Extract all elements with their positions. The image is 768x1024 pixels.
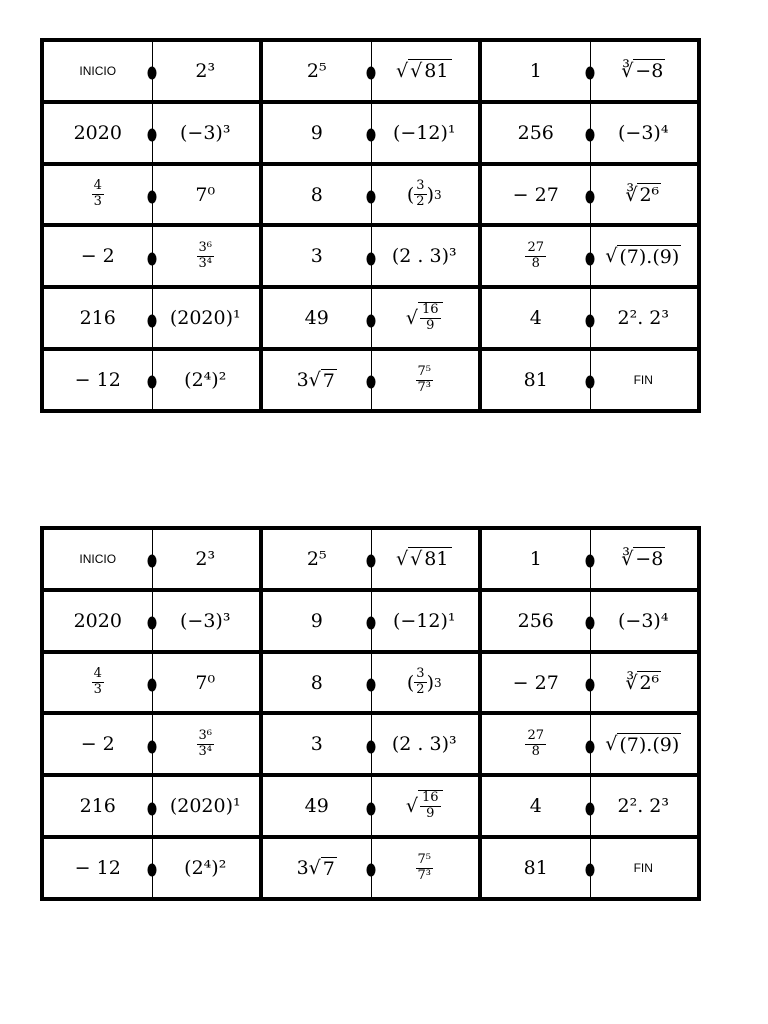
domino-card <box>261 528 480 590</box>
connector-dot <box>585 376 594 389</box>
connector-dot <box>147 678 156 691</box>
connector-dot <box>585 252 594 265</box>
domino-right-value: FIN <box>633 373 653 388</box>
domino-right-value: ( $\frac{3}{2}$ ) 3 <box>406 178 442 210</box>
domino-card <box>42 349 261 411</box>
domino-left-value: 2⁵ <box>306 547 327 570</box>
domino-right-value: 2³ <box>195 547 216 570</box>
domino-left-value: 3√ 7 <box>296 857 335 880</box>
domino-left-value: 1 <box>529 547 542 570</box>
connector-dot <box>366 555 375 568</box>
connector-dot <box>366 802 375 815</box>
domino-left-value: − 27 <box>512 671 559 694</box>
domino-card <box>42 164 261 226</box>
connector-dot <box>147 376 156 389</box>
domino-worksheet-top <box>40 38 701 413</box>
domino-card <box>42 713 261 775</box>
domino-card <box>261 287 480 349</box>
domino-right-value: $\frac{\text{7⁵}}{\text{7³}}$ <box>417 363 431 395</box>
domino-right-value: 7⁰ <box>195 183 216 206</box>
domino-right-value: (−12)¹ <box>392 609 456 632</box>
connector-dot <box>585 190 594 203</box>
domino-right-value: (2 . 3)³ <box>391 733 457 756</box>
connector-dot <box>366 67 375 80</box>
domino-left-value: 1 <box>529 59 542 82</box>
domino-card <box>261 164 480 226</box>
domino-left-value: 81 <box>523 369 548 392</box>
domino-card <box>480 713 699 775</box>
connector-dot <box>147 802 156 815</box>
connector-dot <box>147 190 156 203</box>
domino-card <box>480 40 699 102</box>
domino-right-value: √ $\frac{16}{9}$ <box>371 777 479 835</box>
domino-grid <box>42 40 699 411</box>
domino-right-value: 2³ <box>195 59 216 82</box>
domino-left-value: 3√ 7 <box>296 369 335 392</box>
domino-right-value: √ √ 81 <box>371 530 479 588</box>
domino-right-value: (−12)¹ <box>392 121 456 144</box>
connector-dot <box>147 252 156 265</box>
domino-card <box>480 775 699 837</box>
domino-right-value: $\frac{\text{7⁵}}{\text{7³}}$ <box>417 851 431 883</box>
domino-left-value: $\frac{4}{3}$ <box>93 666 102 698</box>
connector-dot <box>366 252 375 265</box>
domino-card <box>261 225 480 287</box>
domino-left-value: 81 <box>523 857 548 880</box>
domino-right-value: √ √ 81 <box>371 42 479 100</box>
domino-right-value: $\frac{\text{3⁶}}{\text{3⁴}}$ <box>198 727 212 759</box>
domino-right-value: (−3)³ <box>180 609 231 632</box>
domino-left-value: 8 <box>310 183 323 206</box>
connector-dot <box>366 314 375 327</box>
domino-left-value: $\frac{27}{8}$ <box>527 727 545 759</box>
domino-card <box>42 837 261 899</box>
domino-right-value: (2020)¹ <box>169 307 241 330</box>
domino-card <box>480 164 699 226</box>
domino-card <box>42 590 261 652</box>
domino-right-value: ∛ −8 <box>621 59 664 83</box>
domino-right-value: (−3)⁴ <box>618 609 669 632</box>
domino-right-value: (2020)¹ <box>169 795 241 818</box>
domino-left-value: − 2 <box>80 245 115 268</box>
domino-right-value: ∛ −8 <box>621 547 664 571</box>
domino-card <box>480 528 699 590</box>
domino-left-value: 49 <box>304 795 329 818</box>
domino-right-value: ∛ 2⁶ <box>625 671 660 695</box>
domino-card <box>42 102 261 164</box>
domino-left-value: 49 <box>304 307 329 330</box>
domino-right-value: 2². 2³ <box>617 307 669 330</box>
domino-card <box>261 713 480 775</box>
domino-right-value: √ $\frac{16}{9}$ <box>371 289 479 347</box>
domino-left-value: INICIO <box>79 551 117 566</box>
connector-dot <box>585 864 594 877</box>
domino-left-value: 3 <box>310 245 323 268</box>
connector-dot <box>585 314 594 327</box>
domino-left-value: 216 <box>79 795 116 818</box>
domino-right-value: FIN <box>633 861 653 876</box>
domino-left-value: − 12 <box>74 857 121 880</box>
domino-left-value: 2020 <box>73 609 122 632</box>
connector-dot <box>585 802 594 815</box>
domino-left-value: $\frac{4}{3}$ <box>93 178 102 210</box>
connector-dot <box>585 67 594 80</box>
domino-left-value: − 27 <box>512 183 559 206</box>
domino-left-value: − 2 <box>80 733 115 756</box>
connector-dot <box>585 555 594 568</box>
domino-right-value: √ (7).(9) <box>605 733 680 756</box>
connector-dot <box>366 617 375 630</box>
domino-right-value: $\frac{\text{3⁶}}{\text{3⁴}}$ <box>198 239 212 271</box>
domino-left-value: $\frac{27}{8}$ <box>527 239 545 271</box>
domino-grid <box>42 528 699 899</box>
domino-left-value: 256 <box>517 609 554 632</box>
domino-left-value: 2020 <box>73 121 122 144</box>
domino-card <box>42 652 261 714</box>
connector-dot <box>585 129 594 142</box>
connector-dot <box>147 864 156 877</box>
connector-dot <box>366 376 375 389</box>
connector-dot <box>366 190 375 203</box>
domino-left-value: 8 <box>310 671 323 694</box>
domino-card <box>42 528 261 590</box>
domino-left-value: 216 <box>79 307 116 330</box>
domino-right-value: (2⁴)² <box>184 369 227 392</box>
domino-card <box>261 837 480 899</box>
domino-card <box>42 287 261 349</box>
domino-worksheet-bottom <box>40 526 701 901</box>
domino-left-value: 4 <box>529 795 542 818</box>
domino-left-value: 256 <box>517 121 554 144</box>
domino-card <box>42 40 261 102</box>
domino-card <box>480 652 699 714</box>
connector-dot <box>147 617 156 630</box>
domino-right-value: 7⁰ <box>195 671 216 694</box>
connector-dot <box>585 617 594 630</box>
domino-card <box>261 590 480 652</box>
domino-left-value: 9 <box>310 609 323 632</box>
domino-left-value: INICIO <box>79 63 117 78</box>
domino-card <box>261 40 480 102</box>
domino-card <box>261 652 480 714</box>
domino-right-value: ∛ 2⁶ <box>625 183 660 207</box>
connector-dot <box>366 740 375 753</box>
connector-dot <box>147 314 156 327</box>
domino-left-value: 2⁵ <box>306 59 327 82</box>
connector-dot <box>366 129 375 142</box>
domino-card <box>480 837 699 899</box>
connector-dot <box>585 740 594 753</box>
domino-card <box>480 590 699 652</box>
domino-card <box>261 349 480 411</box>
connector-dot <box>147 740 156 753</box>
domino-card <box>480 102 699 164</box>
domino-right-value: 2². 2³ <box>617 795 669 818</box>
domino-right-value: √ (7).(9) <box>605 245 680 268</box>
domino-right-value: (−3)³ <box>180 121 231 144</box>
domino-right-value: (2⁴)² <box>184 857 227 880</box>
connector-dot <box>147 555 156 568</box>
domino-card <box>480 287 699 349</box>
domino-right-value: (2 . 3)³ <box>391 245 457 268</box>
domino-card <box>261 775 480 837</box>
domino-card <box>480 349 699 411</box>
connector-dot <box>585 678 594 691</box>
connector-dot <box>147 67 156 80</box>
domino-left-value: 4 <box>529 307 542 330</box>
domino-card <box>480 225 699 287</box>
domino-left-value: 9 <box>310 121 323 144</box>
domino-left-value: 3 <box>310 733 323 756</box>
domino-right-value: ( $\frac{3}{2}$ ) 3 <box>406 666 442 698</box>
domino-left-value: − 12 <box>74 369 121 392</box>
connector-dot <box>147 129 156 142</box>
domino-card <box>42 775 261 837</box>
domino-right-value: (−3)⁴ <box>618 121 669 144</box>
domino-card <box>42 225 261 287</box>
connector-dot <box>366 864 375 877</box>
domino-card <box>261 102 480 164</box>
connector-dot <box>366 678 375 691</box>
